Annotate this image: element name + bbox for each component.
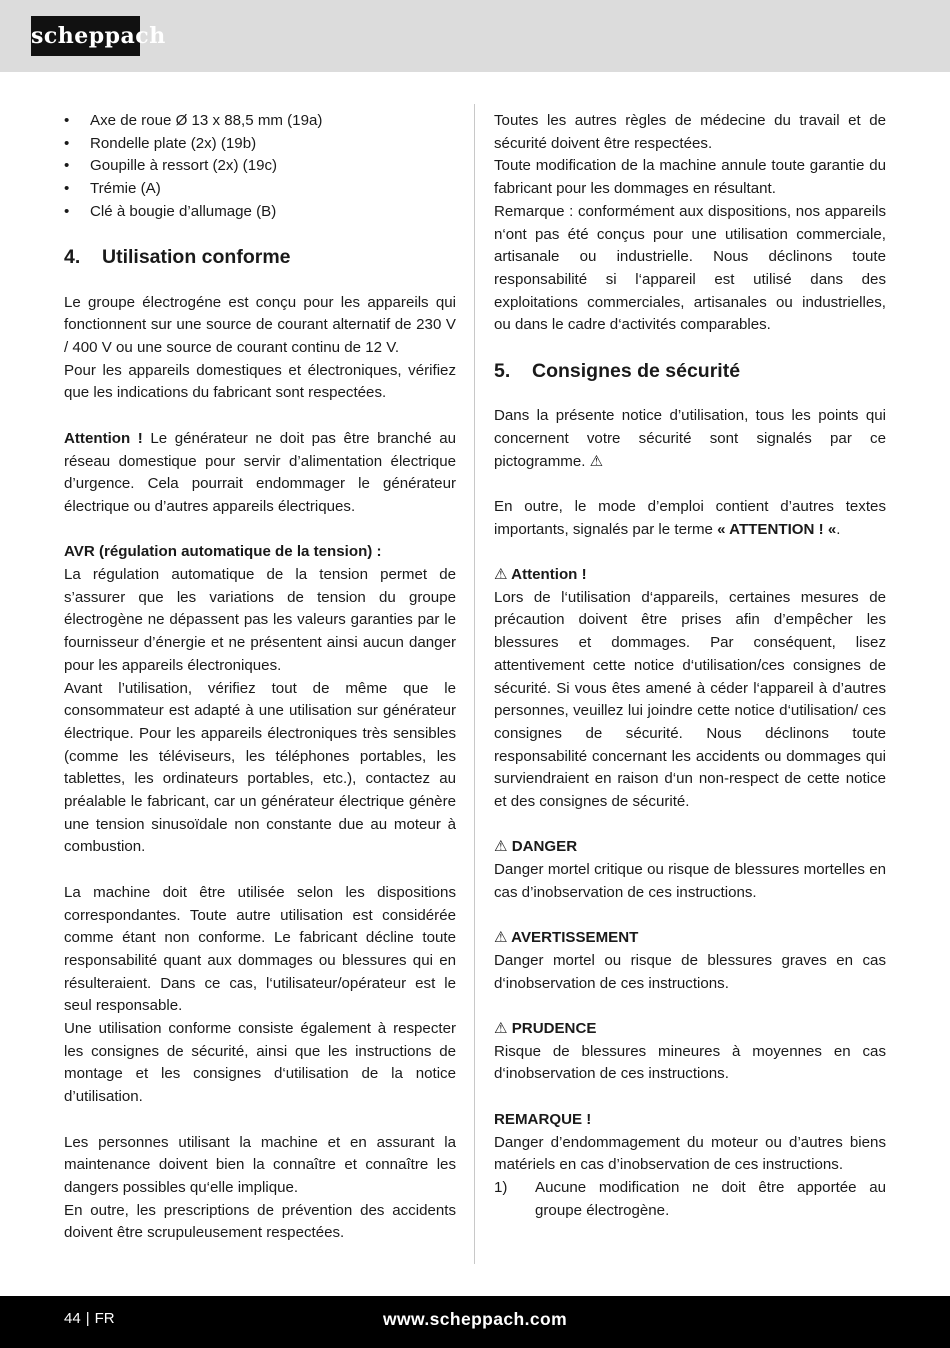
section-4-heading [64, 246, 456, 269]
paragraph: Avant l’utilisation, vérifiez tout de même que le consommateur est adapté à une utilisation sur générateur électrique. Pour les appareils électroniques très sensibles (comme les téléviseurs, les téléphones portables, les tablettes, les ordinateurs portables, etc.), contactez au préalable le fabricant, car un générateur électrique génère une tension sinusoïdale non constante due au moteur à combustion. [64, 679, 456, 856]
list-item: • Goupille à ressort (2x) (19c) [64, 155, 456, 178]
section-title: Utilisation conforme [102, 246, 291, 269]
numbered-item [494, 1177, 886, 1222]
paragraph: Remarque : conformément aux dispositions, nos appareils n‘ont pas été conçus pour une utilisation commerciale, artisanale ou industrielle. Nous déclinons toute responsabilité si l‘appareil est utilisé dans des exploitations commerciales, artisanales ou industrielles, ou dans le cadre d‘activités comparables. [494, 202, 886, 334]
paragraph: En outre, les prescriptions de prévention des accidents doivent être scrupuleusement respectées. [64, 1201, 456, 1242]
warning-heading: ⚠ AVERTISSEMENT [494, 929, 639, 947]
paragraph: Danger d’endommagement du moteur ou d’autres biens matériels en cas d’inobservation de ces instructions. [494, 1133, 886, 1174]
right-column [494, 110, 886, 1222]
page-footer [0, 1296, 950, 1348]
separator: | [85, 1310, 90, 1327]
left-column [64, 110, 456, 1245]
paragraph: Danger mortel ou risque de blessures graves en cas d‘inobservation de ces instructions. [494, 951, 886, 992]
danger-heading: ⚠ DANGER [494, 838, 578, 856]
paragraph: Risque de blessures mineures à moyennes en cas d‘inobservation de ces instructions. [494, 1042, 886, 1083]
avr-heading: AVR (régulation automatique de la tension) : [64, 543, 382, 561]
paragraph: Le groupe électrogéne est conçu pour les appareils qui fonctionnent sur une source de courant alternatif de 230 V / 400 V ou une source de courant continu de 12 V. [64, 293, 456, 356]
paragraph: Toute modification de la machine annule toute garantie du fabricant pour les dommages en résultant. [494, 157, 886, 198]
list-item: • Axe de roue Ø 13 x 88,5 mm (19a) [64, 110, 456, 133]
paragraph: La régulation automatique de la tension permet de s’assurer que les variations de tension du groupe électrogène ne dépassent pas les valeurs garanties par le fournisseur d’énergie et ne présentent ainsi aucun danger pour les appareils électroniques. [64, 566, 456, 674]
attention-heading: ⚠ Attention ! [494, 566, 587, 583]
attention-paragraph [64, 428, 456, 519]
text-span: . [836, 520, 841, 538]
page-number: 44 [64, 1310, 81, 1327]
list-item: • Rondelle plate (2x) (19b) [64, 133, 456, 156]
note-heading: REMARQUE ! [494, 1110, 592, 1128]
page-number-block [64, 1296, 115, 1342]
list-item: • Clé à bougie d’allumage (B) [64, 201, 456, 224]
list-item: • Trémie (A) [64, 178, 456, 201]
page-header [0, 0, 950, 72]
paragraph: Toutes les autres règles de médecine du travail et de sécurité doivent être respectées. [494, 112, 886, 152]
section-5-heading [494, 360, 886, 383]
caution-heading: ⚠ PRUDENCE [494, 1020, 597, 1038]
section-title: Consignes de sécurité [532, 359, 741, 382]
section-number: 5. [494, 359, 511, 382]
parts-list [64, 110, 456, 224]
language-code: FR [94, 1310, 115, 1327]
paragraph: Les personnes utilisant la machine et en assurant la maintenance doivent bien la connaître et connaître les dangers possibles qu‘elle implique. [64, 1133, 456, 1196]
column-divider [474, 104, 475, 1264]
paragraph: Lors de l‘utilisation d‘appareils, certaines mesures de précaution doivent être prises afin d’empêcher les blessures et dommages. Par conséquent, lisez attentivement cette notice d‘utilisation/ces consignes de sécurité. Si vous êtes amené à céder l‘appareil à d’autres personnes, veuillez lui joindre cette notice d‘utilisation/ ces consignes de sécurité. Nous déclinons toute responsabilité concernant les accidents ou dommages qui surviendraient en raison d‘un non-respect de cette notice et des consignes de sécurité. [494, 588, 886, 811]
paragraph: Danger mortel critique ou risque de blessures mortelles en cas d’inobservation de ces instructions. [494, 861, 886, 901]
item-number: 1) [494, 1178, 508, 1196]
paragraph: Une utilisation conforme consiste également à respecter les consignes de sécurité, ainsi que les instructions de montage et les consignes d‘utilisation de la notice d’utilisation. [64, 1020, 456, 1106]
website-link[interactable]: www.scheppach.com [382, 1309, 568, 1329]
section-number: 4. [64, 246, 81, 269]
paragraph: La machine doit être utilisée selon les dispositions correspondantes. Toute autre utilisation est considérée comme étant non conforme. Le fabricant décline toute responsabilité quant aux dommages ou blessures qui en résulteraient. Dans ce cas, l‘utilisateur/opérateur est le seul responsable. [64, 883, 456, 1015]
attention-term: « ATTENTION ! « [717, 520, 837, 538]
scheppach-logo: scheppach [31, 16, 140, 56]
paragraph [494, 496, 886, 541]
text-span: En outre, le mode d’emploi contient d’autres textes importants, signalés par le terme [494, 497, 886, 538]
item-text: Aucune modification ne doit être apportée au groupe électrogène. [535, 1178, 886, 1219]
attention-text: Le générateur ne doit pas être branché au réseau domestique pour servir d’alimentation électrique d’urgence. Cela pourrait endommager le générateur électrique ou d’autres appareils électriques. [64, 429, 456, 515]
paragraph: Pour les appareils domestiques et électroniques, vérifiez que les indications du fabricant sont respectées. [64, 361, 456, 402]
paragraph: Dans la présente notice d’utilisation, tous les points qui concernent votre sécurité sont signalés par ce pictogramme. ⚠ [494, 407, 886, 470]
attention-label: Attention ! [64, 429, 143, 447]
